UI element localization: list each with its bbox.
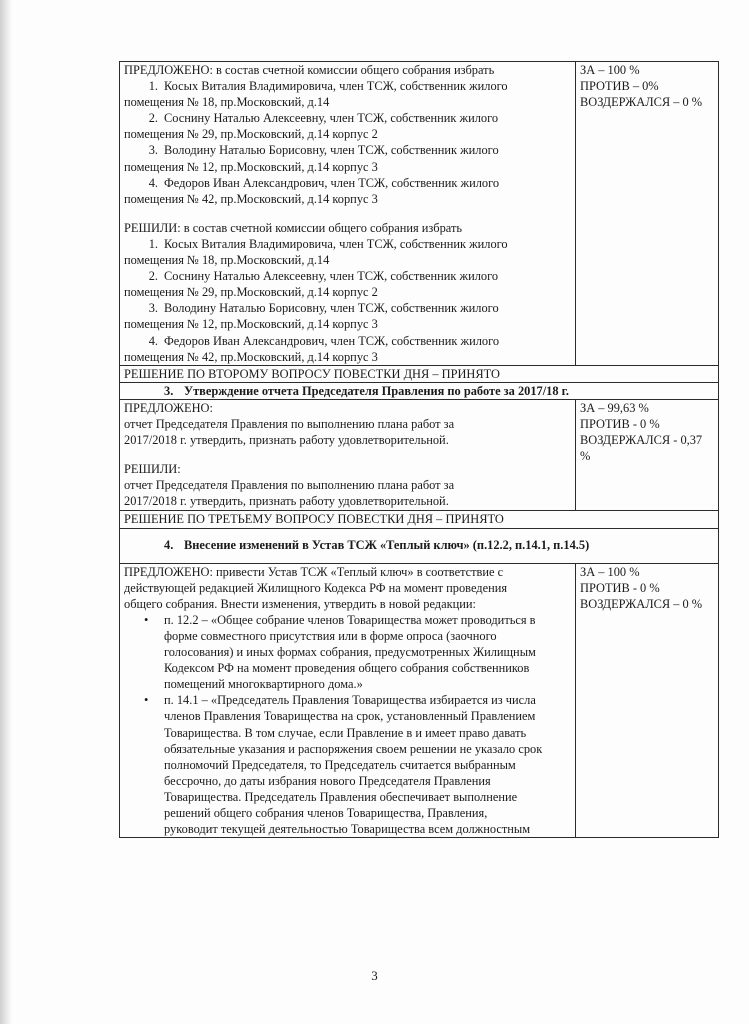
- vote-results: [576, 399, 719, 511]
- section-title: Утверждение отчета Председателя Правления по работе за 2017/18 г.: [184, 383, 569, 398]
- charter-amendment-text: ПРЕДЛОЖЕНО: привести Устав ТСЖ «Теплый ключ» в соответствие с действующей редакцией Жилищного Кодекса РФ на момент проведения общего собрания. Внести изменения, утвердить в новой редакции: • п. 12.2 – «Общее собрание членов Товарищества может проводиться в форме совместного присутствия или в форме опроса (заочного голосования) и иных формах собрания, предусмотренных Жилищным Кодексом РФ на момент проведения общего собрания собственников помещений многоквартирного дома.» • п. 14.1 – «Председатель Правления Товарищества избирается из числа членов Правления Товарищества на срок, установленный Правлением Товарищества. В том случае, если Правление в и имеет право давать обязательные указания и распоряжения своем решении не указало срок полномочий Председателя, то Председатель считается выбранным бессрочно, до даты избрания нового Председателя Правления Товарищества. Председатель Правления обеспечивает выполнение решений общего собрания членов Товарищества, Правления, руководит текущей деятельностью Товарищества всем должностным: [120, 563, 576, 838]
- section-heading: 3. Утверждение отчета Председателя Правления по работе за 2017/18 г.: [164, 383, 569, 398]
- decision-text: РЕШЕНИЕ ПО ТРЕТЬЕМУ ВОПРОСУ ПОВЕСТКИ ДНЯ – ПРИНЯТО: [120, 511, 719, 528]
- list-item: 2. Соснину Наталью Алексеевну, член ТСЖ, собственник жилого: [148, 269, 499, 284]
- minutes-table: [119, 61, 719, 838]
- vote-against: ПРОТИВ – 0%: [580, 79, 659, 94]
- proposed-intro: ПРЕДЛОЖЕНО: в состав счетной комиссии общего собрания избрать: [124, 63, 495, 77]
- counting-commission-text: [120, 62, 576, 366]
- list-item-continuation: помещения № 29, пр.Московский, д.14 корпус 2: [124, 127, 378, 142]
- list-item: • п. 14.1 – «Председатель Правления Товарищества избирается из числа членов Правления Товарищества на срок, установленный Правлением Товарищества. В том случае, если Правление в и имеет право давать обязательные указания и распоряжения своем решении не указало срок полномочий Председателя, то Председатель считается выбранным бессрочно, до даты избрания нового Председателя Правления Товарищества. Председатель Правления обеспечивает выполнение решений общего собрания членов Товарищества, Правления, руководит текущей деятельностью Товарищества всем должностным: [164, 692, 572, 837]
- list-item-continuation: помещения № 42, пр.Московский, д.14 корпус 3: [124, 191, 378, 206]
- list-item-continuation: помещения № 18, пр.Московский, д.14: [124, 95, 330, 110]
- vote-against: ПРОТИВ - 0 %: [580, 580, 660, 595]
- decision-row: [120, 365, 719, 382]
- section-title: Внесение изменений в Устав ТСЖ «Теплый ключ» (п.12.2, п.14.1, п.14.5): [184, 537, 590, 552]
- list-item: 4. Федоров Иван Александрович, член ТСЖ, собственник жилого: [148, 175, 500, 190]
- list-item: 4. Федоров Иван Александрович, член ТСЖ, собственник жилого: [148, 333, 500, 348]
- vote-abstain: ВОЗДЕРЖАЛСЯ – 0 %: [580, 95, 703, 110]
- vote-against: ПРОТИВ - 0 %: [580, 416, 660, 431]
- list-item: 3. Володину Наталью Борисовну, член ТСЖ, собственник жилого: [148, 301, 499, 316]
- section-heading: 4. Внесение изменений в Устав ТСЖ «Теплый ключ» (п.12.2, п.14.1, п.14.5): [164, 537, 590, 552]
- section-heading-row: [120, 528, 719, 563]
- report-approval-text: ПРЕДЛОЖЕНО: отчет Председателя Правления по выполнению плана работ за 2017/2018 г. утвердить, признать работу удовлетворительной. РЕШИЛИ: отчет Председателя Правления по выполнению плана работ за 2017/2018 г. утвердить, признать работу удовлетворительной.: [120, 399, 576, 511]
- vote-abstain: ВОЗДЕРЖАЛСЯ – 0 %: [580, 596, 703, 611]
- list-item: 2. Соснину Наталью Алексеевну, член ТСЖ, собственник жилого: [148, 111, 499, 126]
- vote-for: ЗА – 100 %: [580, 63, 640, 77]
- decided-label: РЕШИЛИ:: [124, 462, 181, 477]
- list-item: 1. Косых Виталия Владимировича, член ТСЖ, собственник жилого: [148, 236, 508, 251]
- decided-members-list: [124, 236, 572, 365]
- list-item: • п. 12.2 – «Общее собрание членов Товарищества может проводиться в форме совместного присутствия или в форме опроса (заочного голосования) и иных формах собрания, предусмотренных Жилищным Кодексом РФ на момент проведения общего собрания собственников помещений многоквартирного дома.»: [164, 612, 572, 692]
- vote-results: [576, 62, 719, 366]
- proposed-members-list: [124, 78, 572, 207]
- report-approval-row: [120, 399, 719, 511]
- list-item: 3. Володину Наталью Борисовну, член ТСЖ, собственник жилого: [148, 143, 499, 158]
- counting-commission-row: [120, 62, 719, 366]
- charter-amendment-row: [120, 563, 719, 838]
- vote-abstain-unit: %: [580, 449, 591, 464]
- proposed-label: ПРЕДЛОЖЕНО:: [124, 400, 213, 415]
- amendments-list: [124, 612, 572, 837]
- vote-results: [576, 563, 719, 838]
- list-item-continuation: помещения № 12, пр.Московский, д.14 корпус 3: [124, 159, 378, 174]
- list-item-continuation: помещения № 18, пр.Московский, д.14: [124, 253, 330, 268]
- decision-text: РЕШЕНИЕ ПО ВТОРОМУ ВОПРОСУ ПОВЕСТКИ ДНЯ – ПРИНЯТО: [120, 365, 719, 382]
- vote-for: ЗА – 100 %: [580, 564, 640, 579]
- list-item-continuation: помещения № 42, пр.Московский, д.14 корпус 3: [124, 349, 378, 364]
- vote-abstain: ВОЗДЕРЖАЛСЯ - 0,37: [580, 433, 703, 448]
- page-edge-shadow: [0, 0, 12, 1024]
- decided-intro: РЕШИЛИ: в состав счетной комиссии общего собрания избрать: [124, 220, 463, 235]
- section-heading-row: [120, 382, 719, 399]
- vote-for: ЗА – 99,63 %: [580, 400, 649, 415]
- decision-row: [120, 511, 719, 528]
- list-item: 1. Косых Виталия Владимировича, член ТСЖ, собственник жилого: [148, 79, 508, 94]
- list-item-continuation: помещения № 29, пр.Московский, д.14 корпус 2: [124, 285, 378, 300]
- page-number: 3: [371, 968, 378, 983]
- list-item-continuation: помещения № 12, пр.Московский, д.14 корпус 3: [124, 317, 378, 332]
